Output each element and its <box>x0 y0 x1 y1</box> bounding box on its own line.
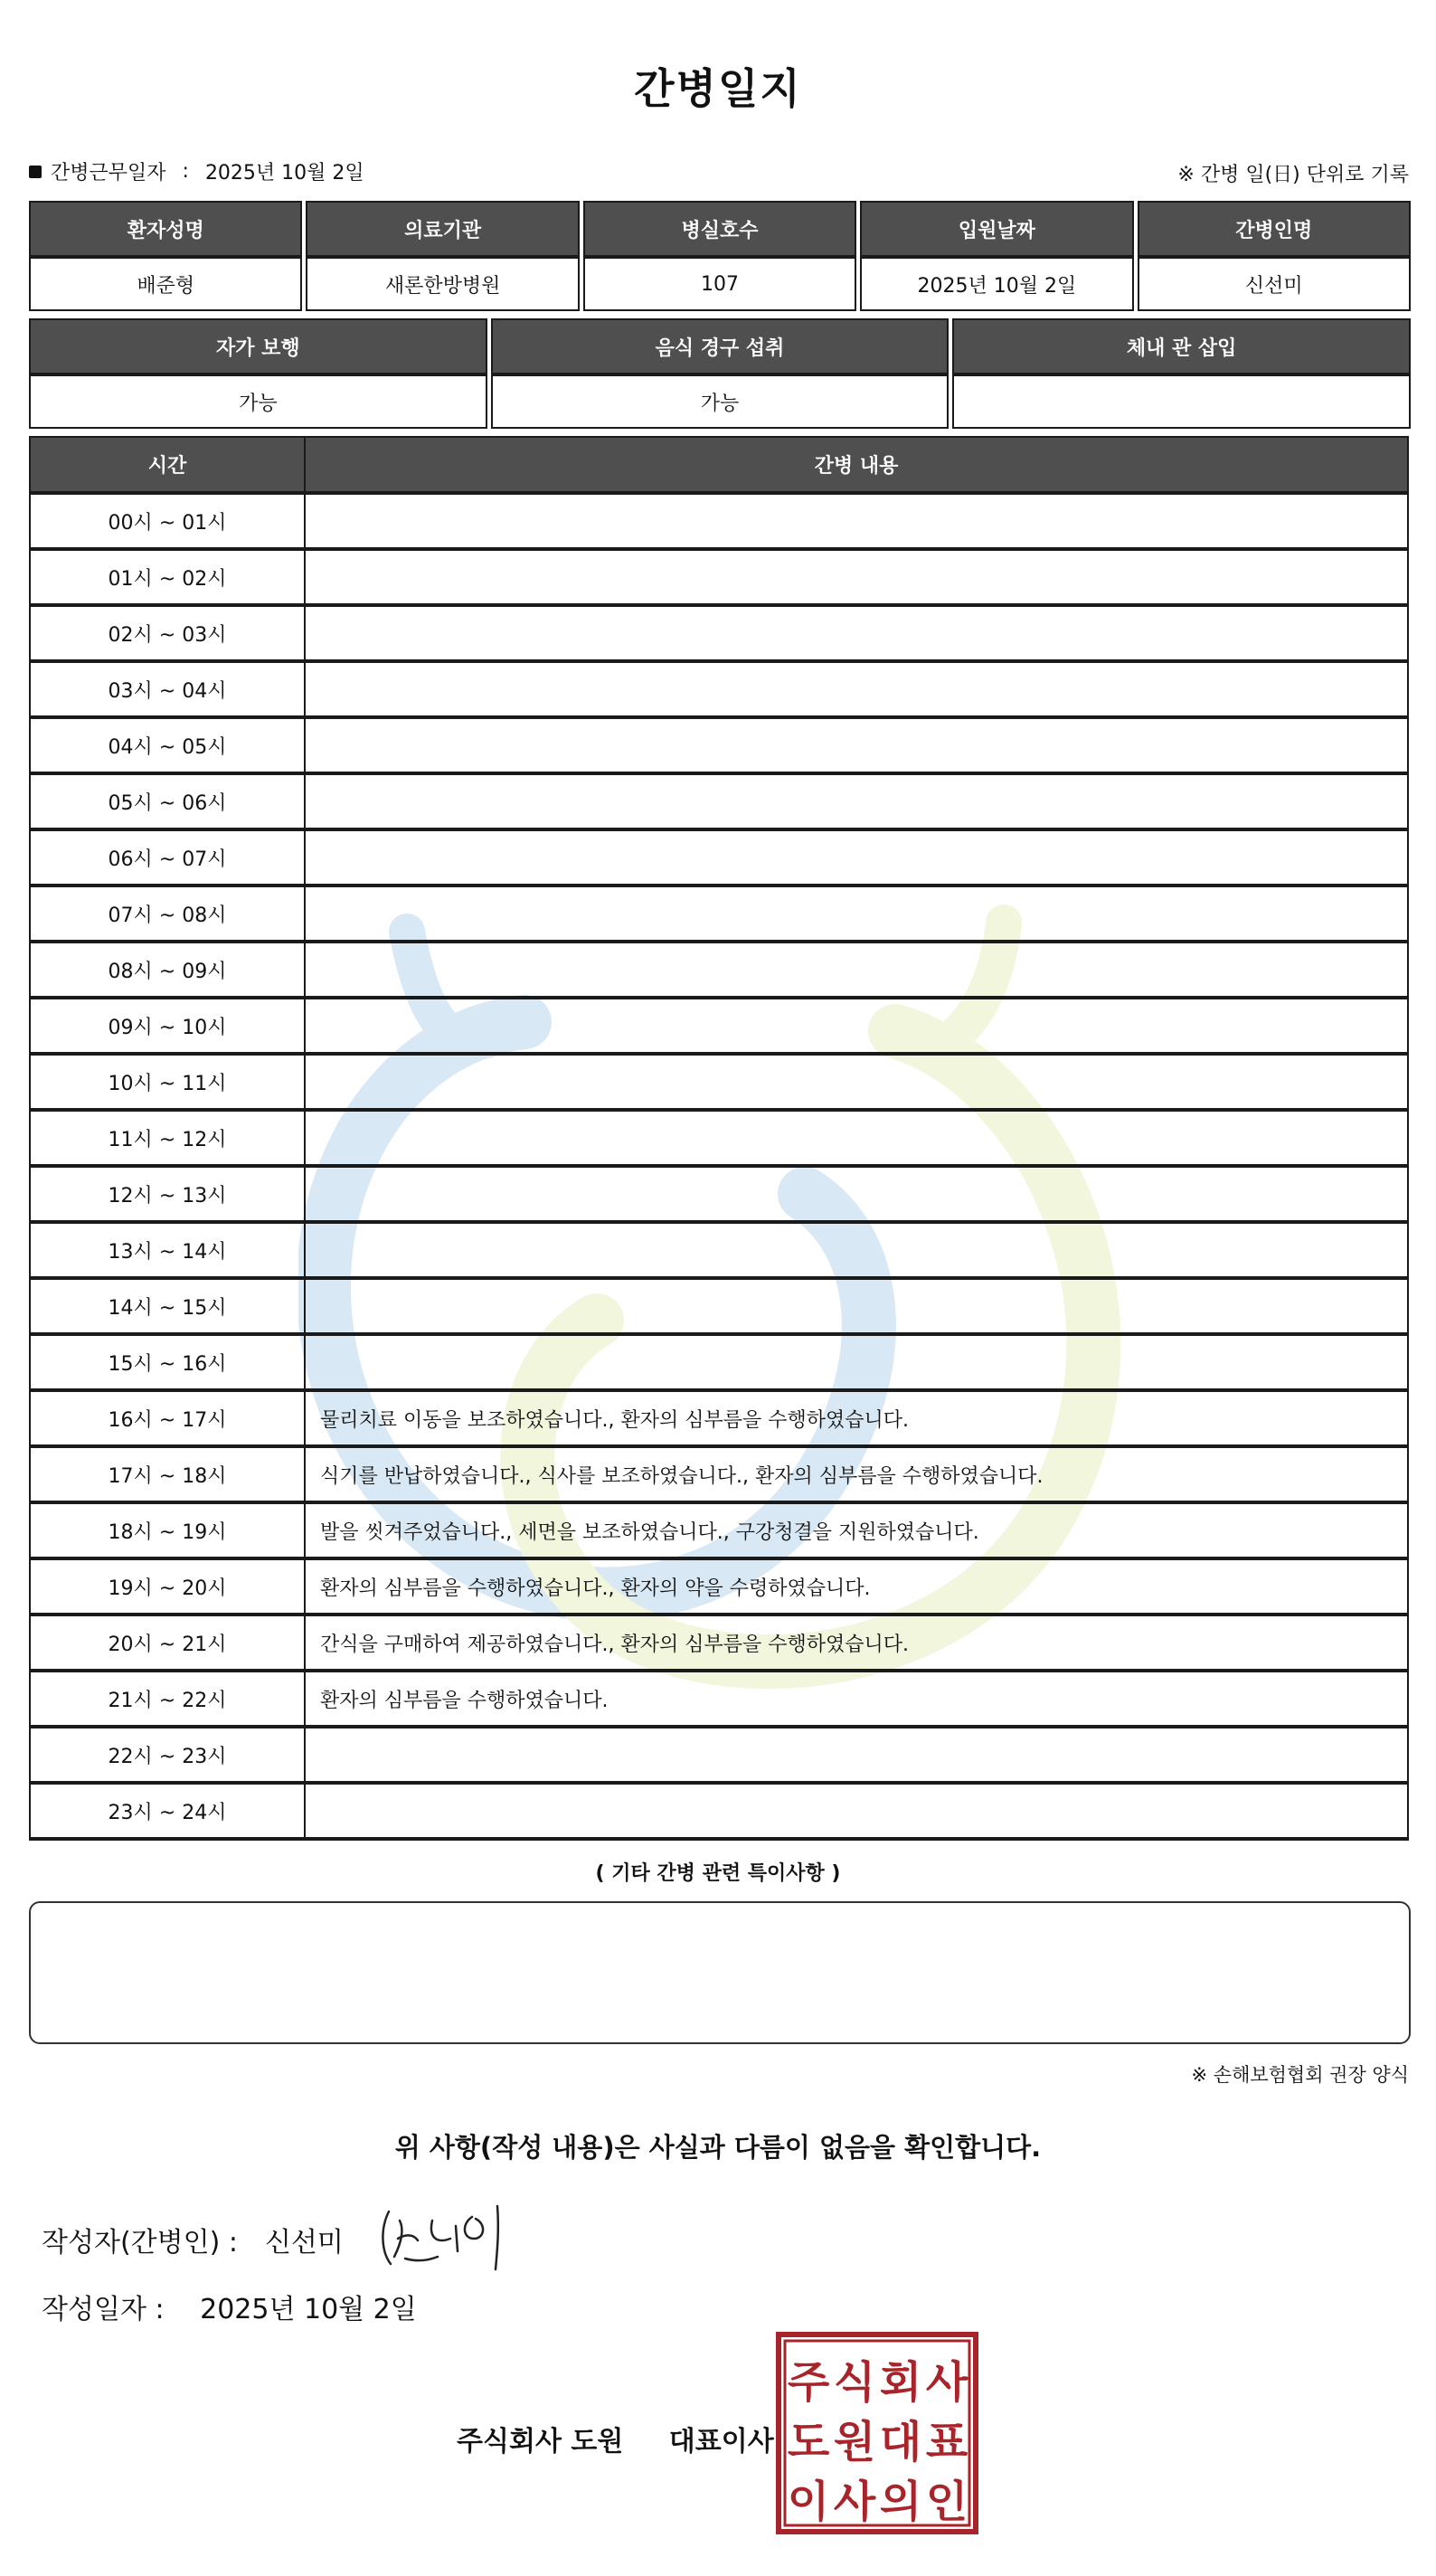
log-content <box>305 998 1408 1054</box>
log-time: 15시 ~ 16시 <box>30 1334 305 1390</box>
seal-character: 의 <box>879 2477 922 2527</box>
log-content <box>305 942 1408 998</box>
seal-character: 이 <box>787 2477 830 2527</box>
log-row <box>30 1110 1408 1166</box>
log-row <box>30 1783 1408 1839</box>
log-content <box>305 1166 1408 1222</box>
log-content <box>305 1334 1408 1390</box>
log-content <box>305 493 1408 549</box>
log-content <box>305 549 1408 605</box>
log-content: 물리치료 이동을 보조하였습니다., 환자의 심부름을 수행하였습니다. <box>305 1390 1408 1446</box>
seal-character: 인 <box>925 2477 968 2527</box>
duty-date-separator: : <box>182 160 189 183</box>
duty-date-value: 2025년 10월 2일 <box>204 162 364 185</box>
log-content <box>305 773 1408 829</box>
log-row <box>30 1502 1408 1558</box>
seal-character: 식 <box>833 2357 876 2408</box>
log-content: 환자의 심부름을 수행하였습니다., 환자의 약을 수령하였습니다. <box>305 1558 1408 1615</box>
log-row <box>30 1166 1408 1222</box>
log-row <box>30 605 1408 661</box>
log-time: 13시 ~ 14시 <box>30 1222 305 1278</box>
self-walking-value: 가능 <box>29 374 487 429</box>
seal-character: 회 <box>879 2357 922 2408</box>
log-time: 01시 ~ 02시 <box>30 549 305 605</box>
log-time: 19시 ~ 20시 <box>30 1558 305 1615</box>
log-time: 02시 ~ 03시 <box>30 605 305 661</box>
patient-status-table <box>25 318 1414 429</box>
log-content <box>305 829 1408 886</box>
written-date-value: 2025년 10월 2일 <box>200 2294 417 2325</box>
seal-character: 표 <box>925 2417 968 2467</box>
duty-date-label: 간병근무일자 <box>51 162 166 185</box>
header-care-content: 간병 내용 <box>305 437 1408 493</box>
written-date-label: 작성일자 : <box>42 2294 165 2325</box>
log-content <box>305 661 1408 717</box>
header-room-number: 병실호수 <box>583 201 856 257</box>
admission-date: 2025년 10월 2일 <box>860 257 1133 311</box>
header-patient-name: 환자성명 <box>29 201 302 257</box>
log-content <box>305 1727 1408 1783</box>
header-admission-date: 입원날짜 <box>860 201 1133 257</box>
patient-name: 배준형 <box>29 257 302 311</box>
written-date-row <box>42 2287 417 2326</box>
confirmation-statement: 위 사항(작성 내용)은 사실과 다름이 없음을 확인합니다. <box>394 2132 1042 2163</box>
caregiver-name: 신선미 <box>1138 257 1411 311</box>
seal-graphic <box>781 2337 973 2529</box>
care-log-table <box>29 436 1409 1841</box>
log-time: 14시 ~ 15시 <box>30 1278 305 1334</box>
oral-intake-value: 가능 <box>491 374 949 429</box>
header-tube-insertion: 체내 관 삽입 <box>952 318 1411 374</box>
log-time: 08시 ~ 09시 <box>30 942 305 998</box>
seal-character: 원 <box>833 2417 876 2467</box>
log-content: 발을 씻겨주었습니다., 세면을 보조하였습니다., 구강청결을 지원하였습니다. <box>305 1502 1408 1558</box>
log-time: 11시 ~ 12시 <box>30 1110 305 1166</box>
log-content <box>305 1054 1408 1110</box>
log-content <box>305 717 1408 773</box>
log-time: 22시 ~ 23시 <box>30 1727 305 1783</box>
log-time: 04시 ~ 05시 <box>30 717 305 773</box>
log-content: 식기를 반납하였습니다., 식사를 보조하였습니다., 환자의 심부름을 수행하였습니다. <box>305 1446 1408 1502</box>
log-content <box>305 1278 1408 1334</box>
log-time: 07시 ~ 08시 <box>30 886 305 942</box>
seal-character: 사 <box>833 2477 876 2527</box>
log-content <box>305 1222 1408 1278</box>
log-row <box>30 942 1408 998</box>
log-row <box>30 773 1408 829</box>
author-row <box>42 2220 344 2259</box>
log-time: 06시 ~ 07시 <box>30 829 305 886</box>
log-content: 환자의 심부름을 수행하였습니다. <box>305 1671 1408 1727</box>
company-seal-stamp <box>776 2332 978 2534</box>
company-representative: 대표이사 <box>668 2426 774 2458</box>
header-caregiver-name: 간병인명 <box>1138 201 1411 257</box>
square-bullet-icon <box>29 166 42 178</box>
log-time: 21시 ~ 22시 <box>30 1671 305 1727</box>
log-row <box>30 1334 1408 1390</box>
log-time: 10시 ~ 11시 <box>30 1054 305 1110</box>
author-label: 작성자(간병인) : <box>42 2227 238 2259</box>
log-row <box>30 1278 1408 1334</box>
log-row <box>30 1222 1408 1278</box>
log-row <box>30 1390 1408 1446</box>
log-time: 12시 ~ 13시 <box>30 1166 305 1222</box>
record-note: ※ 간병 일(日) 단위로 기록 <box>1177 164 1409 186</box>
log-row <box>30 1671 1408 1727</box>
special-notes-box <box>29 1901 1411 2044</box>
patient-info-table <box>25 201 1414 311</box>
log-row <box>30 717 1408 773</box>
tube-insertion-value <box>952 374 1411 429</box>
log-time: 03시 ~ 04시 <box>30 661 305 717</box>
log-time: 17시 ~ 18시 <box>30 1446 305 1502</box>
log-row <box>30 661 1408 717</box>
log-row <box>30 1054 1408 1110</box>
author-name: 신선미 <box>264 2227 344 2259</box>
seal-character: 대 <box>879 2417 922 2467</box>
log-time: 05시 ~ 06시 <box>30 773 305 829</box>
duty-date-row <box>29 157 364 185</box>
log-row <box>30 1446 1408 1502</box>
hospital-name: 새론한방병원 <box>306 257 579 311</box>
log-row <box>30 1615 1408 1671</box>
log-time: 20시 ~ 21시 <box>30 1615 305 1671</box>
seal-character: 도 <box>787 2417 830 2467</box>
header-time: 시간 <box>30 437 305 493</box>
company-name: 주식회사 도원 <box>457 2426 624 2458</box>
log-time: 00시 ~ 01시 <box>30 493 305 549</box>
log-row <box>30 493 1408 549</box>
notes-title: ( 기타 간병 관련 특이사항 ) <box>595 1862 841 1885</box>
log-row <box>30 998 1408 1054</box>
log-content <box>305 1110 1408 1166</box>
log-row <box>30 829 1408 886</box>
room-number: 107 <box>583 257 856 311</box>
form-source-note: ※ 손해보험협회 권장 양식 <box>1191 2064 1409 2086</box>
seal-character: 사 <box>925 2357 968 2408</box>
seal-character: 주 <box>787 2357 830 2408</box>
log-row <box>30 886 1408 942</box>
page-title: 간병일지 <box>634 64 802 113</box>
header-hospital: 의료기관 <box>306 201 579 257</box>
header-self-walking: 자가 보행 <box>29 318 487 374</box>
log-time: 18시 ~ 19시 <box>30 1502 305 1558</box>
handwritten-signature <box>373 2193 526 2275</box>
log-content <box>305 1783 1408 1839</box>
log-content <box>305 886 1408 942</box>
log-time: 09시 ~ 10시 <box>30 998 305 1054</box>
company-row <box>457 2419 774 2458</box>
log-time: 16시 ~ 17시 <box>30 1390 305 1446</box>
log-row <box>30 549 1408 605</box>
header-oral-intake: 음식 경구 섭취 <box>491 318 949 374</box>
log-content: 간식을 구매하여 제공하였습니다., 환자의 심부름을 수행하였습니다. <box>305 1615 1408 1671</box>
log-row <box>30 1558 1408 1615</box>
log-content <box>305 605 1408 661</box>
log-time: 23시 ~ 24시 <box>30 1783 305 1839</box>
log-row <box>30 1727 1408 1783</box>
